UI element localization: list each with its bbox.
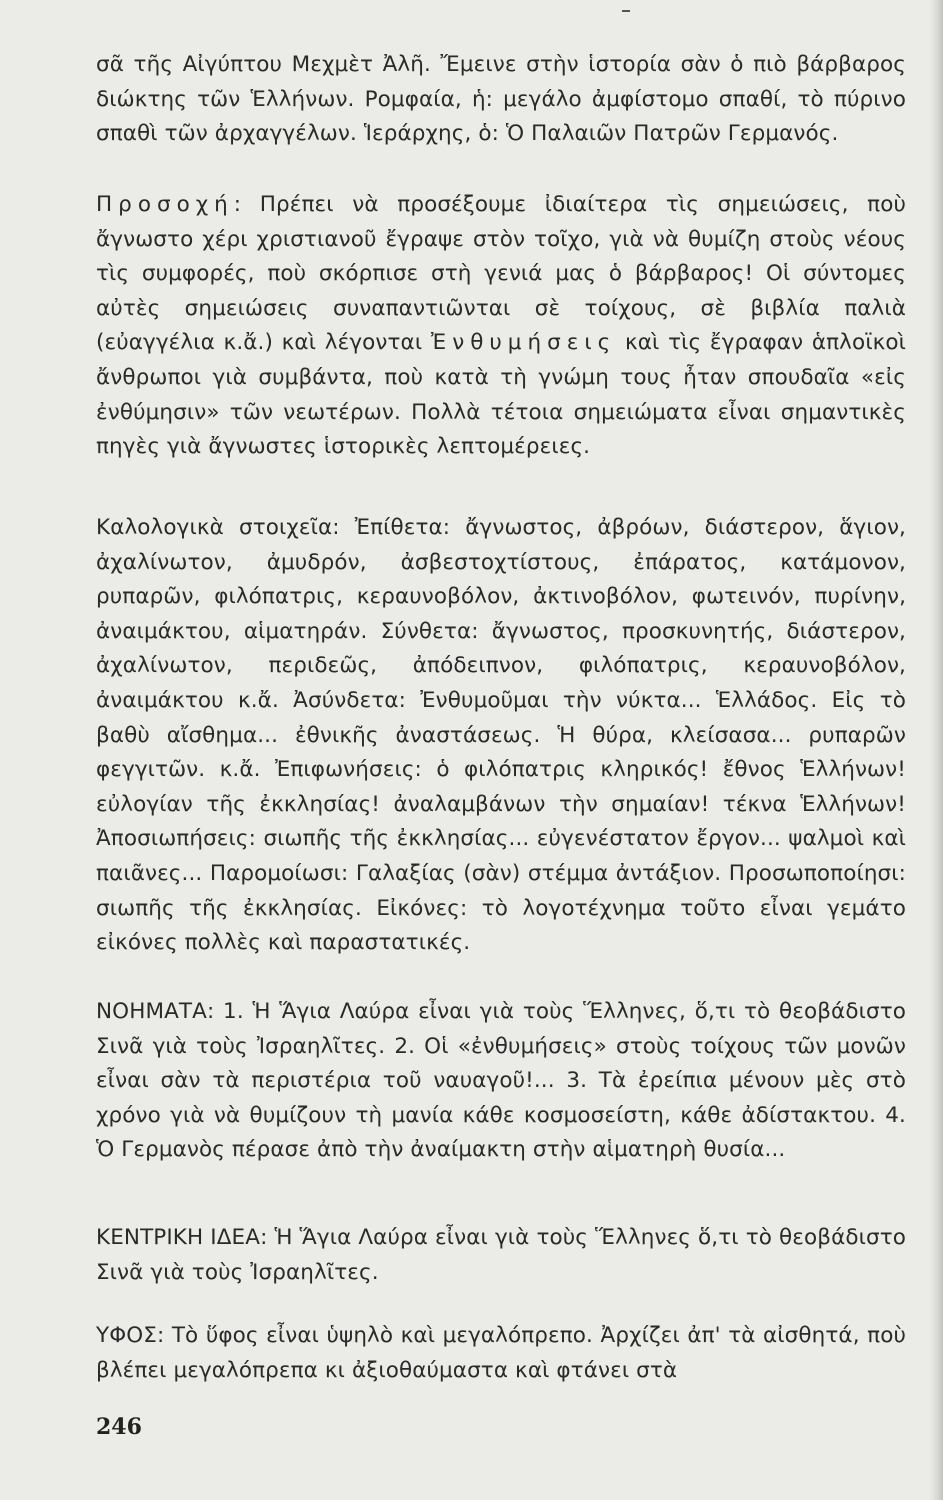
note-label: Προσοχή	[96, 192, 234, 217]
section-label-central-idea: ΚΕΝΤΡΙΚΗ ΙΔΕΑ	[96, 1225, 261, 1250]
paragraph-glossary-end	[96, 48, 906, 152]
paragraph-central-idea	[96, 1221, 906, 1290]
paragraph-text: σᾶ τῆς Αἰγύπτου Μεχμὲτ Ἀλῆ. Ἔμεινε στὴν ἱστορία σὰν ὁ πιὸ βάρβαρος διώκτης τῶν Ἑλλήνων. Ρομφαία, ἡ: μεγάλο ἀμφίστομο σπαθί, τὸ πύρινο σπαθὶ τῶν ἀρχαγγέλων. Ἱεράρχης, ὁ: Ὁ Παλαιῶν Πατρῶν Γερμανός.	[96, 52, 906, 147]
paragraph-meanings	[96, 995, 906, 1168]
paragraph-style	[96, 1319, 906, 1388]
paragraph-note	[96, 188, 906, 465]
note-text: : Πρέπει νὰ προσέξουμε ἰδιαίτερα τὶς σημειώσεις, ποὺ ἄγνωστο χέρι χριστιανοῦ ἔγραψε στὸν τοῖχο, γιὰ νὰ θυμίζη στοὺς νέους τὶς συμφορές, ποὺ σκόρπισε στὴ γενιά μας ὁ βάρβαρος! Οἱ σύντομες αὐτὲς σημειώσεις συναπαντιῶνται σὲ τοίχους, σὲ βιβλία παλιὰ (εὐαγγέλια κ.ἄ.) καὶ λέγονται	[96, 192, 906, 356]
page-number: 246	[96, 1414, 142, 1440]
section-text-style: : Τὸ ὕφος εἶναι ὑψηλὸ καὶ μεγαλόπρεπο. Ἀρχίζει ἀπ' τὰ αἰσθητά, ποὺ βλέπει μεγαλόπρεπα κι ἀξιοθαύμαστα καὶ φτάνει στὰ	[96, 1323, 906, 1383]
section-label-style: ΥΦΟΣ	[96, 1323, 157, 1348]
page-mark	[622, 10, 630, 12]
section-text-central-idea: : Ἡ Ἅγια Λαύρα εἶναι γιὰ τοὺς Ἕλληνες ὅ,τι τὸ θεοβάδιστο Σινᾶ γιὰ τοὺς Ἰσραηλῖτες.	[96, 1225, 907, 1285]
section-text-stylistic: : Ἐπίθετα: ἄγνωστος, ἀβρόων, διάστερον, ἅγιον, ἀχαλίνωτον, ἀμυδρόν, ἀσβεστοχτίστους, ἐπάρατος, κατάμονον, ρυπαρῶν, φιλόπατρις, κεραυνοβόλον, ἀκτινοβόλον, φωτεινόν, πυρίνην, ἀναιμάκτου, αἱματηράν. Σύνθετα: ἄγνωστος, προσκυνητής, διάστερον, ἀχαλίνωτον, περιδεῶς, ἀπόδειπνον, φιλόπατρις, κεραυνοβόλον, ἀναιμάκτου κ.ἄ. Ἀσύνδετα: Ἐνθυμοῦμαι τὴν νύκτα... Ἑλλάδος. Εἰς τὸ βαθὺ αἴσθημα... ἐθνικῆς ἀναστάσεως. Ἡ θύρα, κλείσασα... ρυπαρῶν φεγγιτῶν. κ.ἄ. Ἐπιφωνήσεις: ὁ φιλόπατρις κληρικός! ἔθνος Ἑλλήνων! εὐλογίαν τῆς ἐκκλησίας! ἀναλαμβάνων τὴν σημαίαν! τέκνα Ἑλλήνων! Ἀποσιωπήσεις: σιωπῆς τῆς ἐκκλησίας... εὐγενέστατον ἔργον... ψαλμοὶ καὶ παιᾶνες... Παρομοίωσι: Γαλαξίας (σὰν) στέμμα ἀντάξιον. Προσωποποίησι: σιωπῆς τῆς ἐκκλησίας. Εἰκόνες: τὸ λογοτέχνημα τοῦτο εἶναι γεμάτο εἰκόνες πολλὲς καὶ παραστατικές.	[96, 515, 906, 956]
page-edge-shadow	[929, 0, 943, 1500]
section-text-meanings: : 1. Ἡ Ἅγια Λαύρα εἶναι γιὰ τοὺς Ἕλληνες, ὅ,τι τὸ θεοβάδιστο Σινᾶ γιὰ τοὺς Ἰσραηλῖτες. 2. Οἱ «ἐνθυμήσεις» στοὺς τοίχους τῶν μονῶν εἶναι σὰν τὰ περιστέρια τοῦ ναυαγοῦ!... 3. Τὰ ἐρείπια μένουν μὲς στὸ χρόνο γιὰ νὰ θυμίζουν τὴ μανία κάθε κοσμοσείστη, κάθε ἀδίστακτου. 4. Ὁ Γερμανὸς πέρασε ἀπὸ τὴν ἀναίμακτη στὴν αἱματηρὴ θυσία...	[96, 999, 906, 1163]
paragraph-stylistic-elements	[96, 511, 906, 961]
section-label-stylistic: Καλολογικὰ στοιχεῖα	[96, 515, 333, 540]
note-rest: καὶ τὶς ἔγραφαν ἁπλοϊκοὶ ἄνθρωποι γιὰ συμβάντα, ποὺ κατὰ τὴ γνώμη τους ἦταν σπουδαῖα «εἰς ἐνθύμησιν» τῶν νεωτέρων. Πολλὰ τέτοια σημειώματα εἶναι σημαντικὲς πηγὲς γιὰ ἄγνωστες ἱστορικὲς λεπτομέρειες.	[96, 330, 906, 460]
note-term: Ἐνθυμήσεις	[430, 330, 617, 356]
section-label-meanings: ΝΟΗΜΑΤΑ	[96, 999, 207, 1024]
